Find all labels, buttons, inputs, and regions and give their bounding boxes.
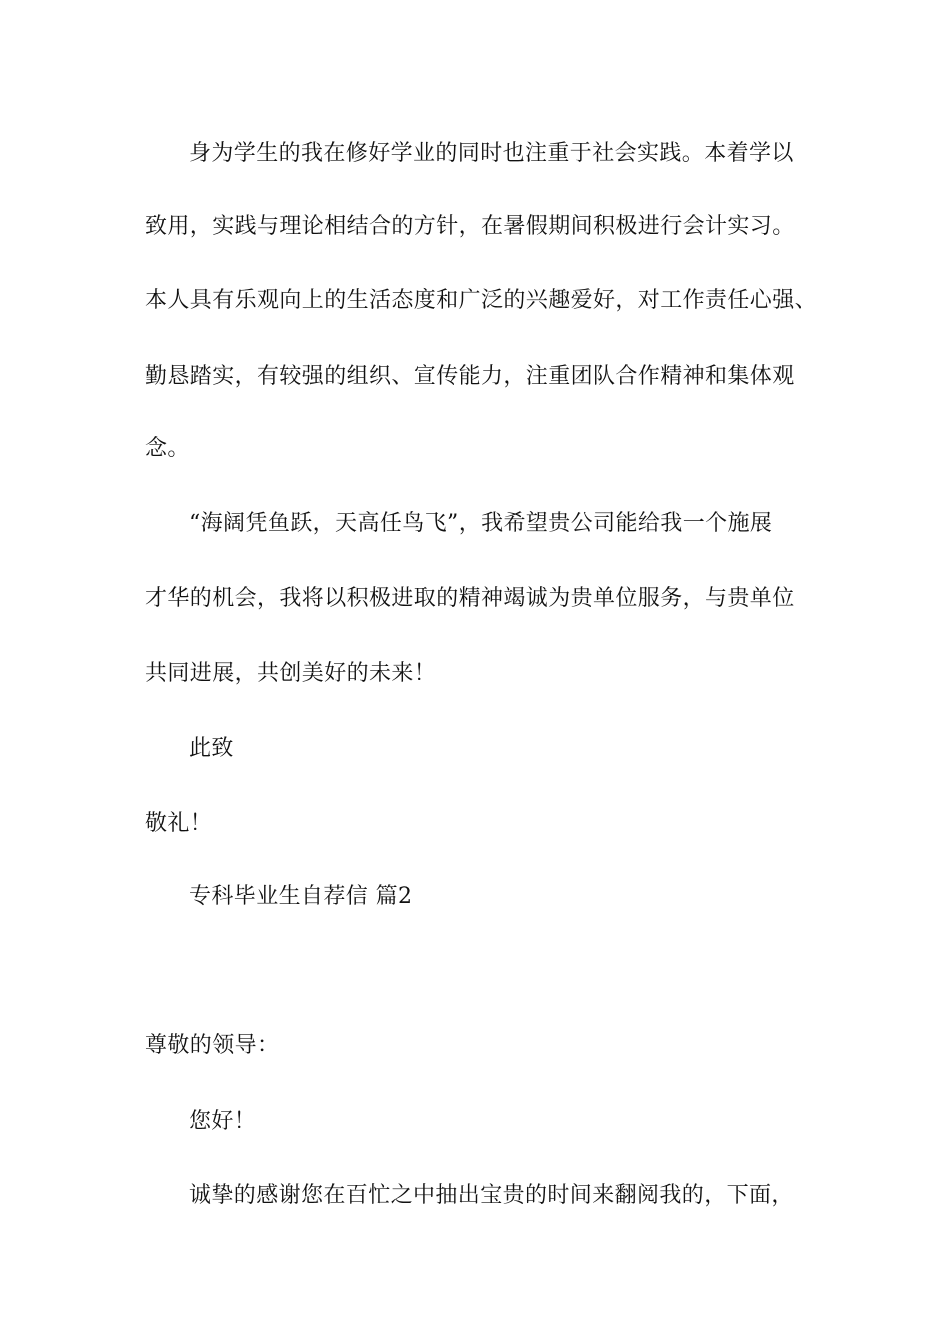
paragraph-line: 致用，实践与理论相结合的方针，在暑假期间积极进行会计实习。 <box>145 214 795 239</box>
closing-line: 此致 <box>189 736 234 761</box>
paragraph-line: 身为学生的我在修好学业的同时也注重于社会实践。本着学以 <box>189 141 794 166</box>
salutation-line: 敬礼！ <box>145 811 213 836</box>
paragraph-line: 勤恳踏实，有较强的组织、宣传能力，注重团队合作精神和集体观 <box>145 364 795 389</box>
greeting-line: 您好！ <box>189 1109 257 1134</box>
greeting-line: 尊敬的领导： <box>145 1033 280 1058</box>
paragraph-line: “海阔凭鱼跃，天高任鸟飞”，我希望贵公司能给我一个施展 <box>189 511 773 536</box>
paragraph-line: 本人具有乐观向上的生活态度和广泛的兴趣爱好，对工作责任心强、 <box>145 288 818 313</box>
paragraph-line: 诚挚的感谢您在百忙之中抽出宝贵的时间来翻阅我的，下面， <box>189 1183 794 1208</box>
paragraph-line: 念。 <box>145 436 190 461</box>
paragraph-line: 才华的机会，我将以积极进取的精神竭诚为贵单位服务，与贵单位 <box>145 586 795 611</box>
section-heading: 专科毕业生自荐信 篇2 <box>189 884 413 909</box>
paragraph-line: 共同进展，共创美好的未来！ <box>145 661 437 686</box>
